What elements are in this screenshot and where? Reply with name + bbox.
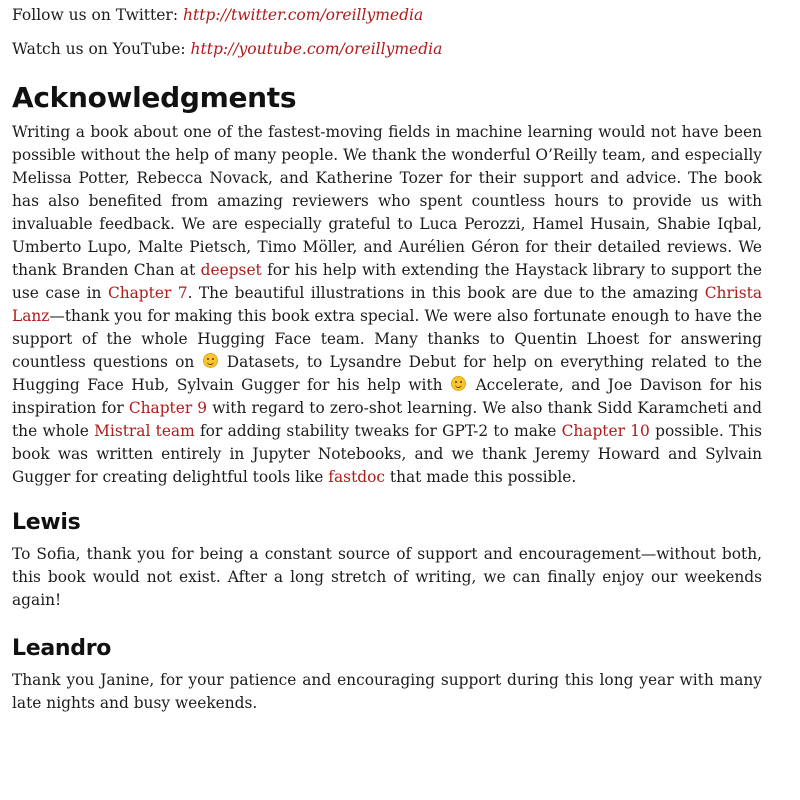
youtube-line	[12, 39, 762, 59]
chapter-10-link[interactable]: Chapter 10	[561, 422, 650, 440]
ack-text-6: Accelerate, and Joe Davison for his inspiration for	[12, 376, 762, 417]
deepset-link[interactable]: deepset	[200, 261, 262, 279]
acknowledgments-paragraph	[12, 121, 762, 489]
ack-text-1: Writing a book about one of the fastest-moving fields in machine learning would not have been possible without the help of many people. We thank the wonderful O’Reilly team, and especially Melissa Potter, Rebecca Novack, and Katherine Tozer for their support and advice. The book has also benefited from amazing reviewers who spent countless hours to provide us with invaluable feedback. We are especially grateful to Luca Perozzi, Hamel Husain, Shabie Iqbal, Umberto Lupo, Malte Pietsch, Timo Möller, and Aurélien Géron for their detailed reviews. We thank Branden Chan at	[12, 123, 762, 279]
youtube-link[interactable]: http://youtube.com/oreillymedia	[190, 40, 443, 58]
hugging-face-icon	[451, 376, 466, 391]
ack-text-4: —thank you for making this book extra special. We were also fortunate enough to have the support of the whole Hugging Face team. Many thanks to Quentin Lhoest for answering countless questions on	[12, 307, 762, 371]
ack-text-3: . The beautiful illustrations in this book are due to the amazing	[187, 284, 705, 302]
ack-text-9: possible. This book was written entirely in Jupyter Notebooks, and we thank Jeremy Howard and Sylvain Gugger for creating delightful tools like	[12, 422, 762, 486]
ack-text-7: with regard to zero-shot learning. We also thank Sidd Karamcheti and the whole	[12, 399, 762, 440]
chapter-7-link[interactable]: Chapter 7	[107, 284, 188, 302]
christa-lanz-link[interactable]: Christa Lanz	[12, 284, 762, 325]
youtube-label: Watch us on YouTube:	[12, 40, 191, 58]
ack-text-5: Datasets, to Lysandre Debut for help on everything related to the Hugging Face Hub, Sylvain Gugger for his help with	[12, 353, 762, 394]
lewis-heading: Lewis	[12, 510, 81, 535]
ack-text-2: for his help with extending the Haystack library to support the use case in	[12, 261, 762, 302]
lewis-paragraph: To Sofia, thank you for being a constant source of support and encouragement—without both, this book would not exist. After a long stretch of writing, we can finally enjoy our weekends again!	[12, 545, 762, 609]
ack-text-8: for adding stability tweaks for GPT-2 to make	[194, 422, 562, 440]
twitter-line	[12, 0, 762, 25]
leandro-heading: Leandro	[12, 636, 112, 661]
acknowledgments-heading: Acknowledgments	[12, 81, 297, 114]
twitter-link[interactable]: http://twitter.com/oreillymedia	[182, 6, 424, 24]
hugging-face-icon	[203, 353, 218, 368]
mistral-team-link[interactable]: Mistral team	[94, 422, 195, 440]
ack-text-10: that made this possible.	[385, 468, 577, 486]
chapter-9-link[interactable]: Chapter 9	[128, 399, 208, 417]
twitter-label: Follow us on Twitter:	[12, 6, 183, 24]
leandro-paragraph: Thank you Janine, for your patience and encouraging support during this long year with many late nights and busy weekends.	[12, 671, 762, 712]
fastdoc-link[interactable]: fastdoc	[328, 468, 385, 486]
